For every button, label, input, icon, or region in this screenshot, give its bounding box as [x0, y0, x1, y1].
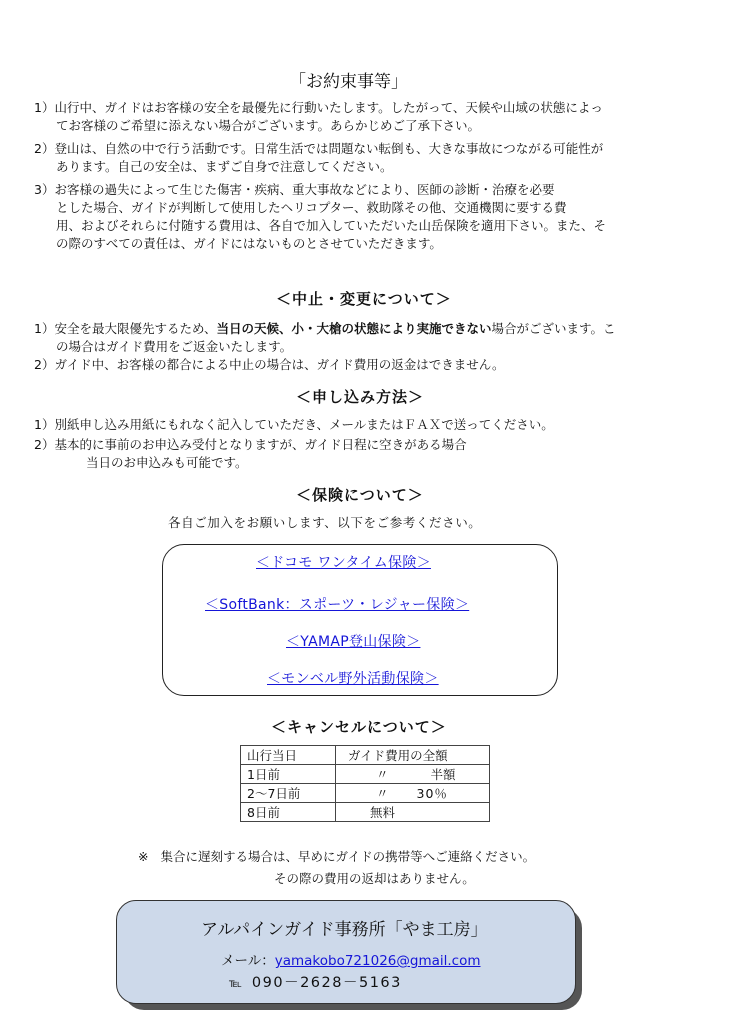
- promise-item-2-line-2: あります。自己の安全は、まずご自身で注意してください。: [56, 159, 393, 174]
- promise-item-3: [34, 181, 606, 253]
- insurance-link-docomo[interactable]: ＜ドコモ ワンタイム保険＞: [256, 555, 431, 571]
- promise-item-3-line-1: 3）お客様の過失によって生じた傷害・疾病、重大事故などにより、医師の診断・治療を必要: [34, 182, 555, 197]
- cancel-change-item-2: 2）ガイド中、お客様の都合による中止の場合は、ガイド費用の返金はできません。: [34, 357, 505, 372]
- email-link[interactable]: yamakobo721026@gmail.com: [274, 953, 481, 969]
- cancel-change-item-1-line-2: の場合はガイド費用をご返金いたします。: [56, 339, 293, 354]
- cancel-change-item-1-line-1: [34, 320, 616, 338]
- table-header-row: [241, 746, 490, 765]
- insurance-link-montbell[interactable]: ＜モンベル野外活動保険＞: [267, 671, 439, 687]
- notice-line-2: その際の費用の返却はありません。: [274, 871, 475, 886]
- insurance-heading: ＜保険について＞: [296, 486, 424, 504]
- promise-item-2-line-1: 2）登山は、自然の中で行う活動です。日常生活では問題ない転倒も、大きな事故につながる可能性が: [34, 141, 604, 156]
- insurance-link-softbank[interactable]: ＜SoftBank：スポーツ・レジャー保険＞: [205, 597, 470, 613]
- table-cell-fee: [336, 765, 490, 784]
- promise-item-3-line-2: とした場合、ガイドが判断して使用したヘリコプター、救助隊その他、交通機関に要する費: [56, 200, 567, 215]
- ditto-mark: 〃: [376, 786, 389, 801]
- cancel-change-item-1-pre: 1）安全を最大限優先するため、: [34, 321, 217, 336]
- application-heading: ＜申し込み方法＞: [296, 388, 425, 406]
- table-row: [241, 803, 490, 822]
- mail-label: メール：: [221, 953, 275, 969]
- fee-value: 30％: [416, 786, 448, 801]
- cancel-change-item-1-bold: 当日の天候、小・大槍の状態により実施できない: [216, 321, 492, 336]
- application-item-2: [34, 436, 467, 472]
- notice-mark: ※: [138, 849, 149, 864]
- fee-value: 無料: [370, 805, 396, 820]
- contact-email-row: [221, 949, 481, 969]
- table-header-cell: 山行当日: [241, 746, 336, 765]
- application-item-2-line-1: 2）基本的に事前のお申込み受付となりますが、ガイド日程に空きがある場合: [34, 437, 467, 452]
- application-item-1: 1）別紙申し込み用紙にもれなく記入していただき、メールまたはＦＡＸで送ってください。: [34, 417, 554, 432]
- cancel-change-heading: ＜中止・変更について＞: [276, 290, 452, 308]
- cancellation-table: [240, 745, 490, 822]
- table-row: [241, 784, 490, 803]
- table-cell-fee: [336, 784, 490, 803]
- tel-number: 090－2628－5163: [251, 975, 402, 991]
- cancel-change-item-1: [34, 320, 616, 356]
- table-cell-when: 8日前: [241, 803, 336, 822]
- promise-item-2: [34, 140, 603, 176]
- insurance-link-yamap[interactable]: ＜YAMAP登山保険＞: [286, 634, 421, 650]
- ditto-mark: 〃: [376, 767, 389, 782]
- table-row: [241, 765, 490, 784]
- tel-icon: ℡: [229, 976, 242, 990]
- promise-item-3-line-3: 用、およびそれらに付随する費用は、各自で加入していただいた山岳保険を適用下さい。また、そ: [56, 218, 607, 233]
- promise-item-1-line-1: 1）山行中、ガイドはお客様の安全を最優先に行動いたします。したがって、天候や山域の状態によっ: [34, 100, 603, 115]
- notice-line-1: [138, 848, 535, 866]
- insurance-intro: 各自ご加入をお願いします、以下をご参考ください。: [168, 515, 482, 530]
- cancel-change-item-1-post: 場合がございます。こ: [491, 321, 616, 336]
- cancellation-heading: ＜キャンセルについて＞: [271, 718, 447, 736]
- table-cell-fee: [336, 803, 490, 822]
- table-cell-when: 2～7日前: [241, 784, 336, 803]
- contact-box: [116, 900, 576, 1004]
- office-name: アルパインガイド事務所「やま工房」: [201, 920, 488, 940]
- promise-title: 「お約束事等」: [289, 72, 408, 92]
- table-header-cell: ガイド費用の全額: [336, 746, 490, 765]
- promise-item-1-line-2: てお客様のご希望に添えない場合がございます。あらかじめご了承下さい。: [56, 118, 481, 133]
- notice-text-1: 集合に遅刻する場合は、早めにガイドの携帯等へご連絡ください。: [160, 849, 536, 864]
- application-item-2-line-2: 当日のお申込みも可能です。: [86, 455, 248, 470]
- fee-value: 半額: [430, 767, 456, 782]
- contact-tel-row: [229, 971, 402, 992]
- promise-item-3-line-4: の際のすべての責任は、ガイドにはないものとさせていただきます。: [56, 236, 442, 251]
- table-cell-when: 1日前: [241, 765, 336, 784]
- promise-item-1: [34, 99, 603, 135]
